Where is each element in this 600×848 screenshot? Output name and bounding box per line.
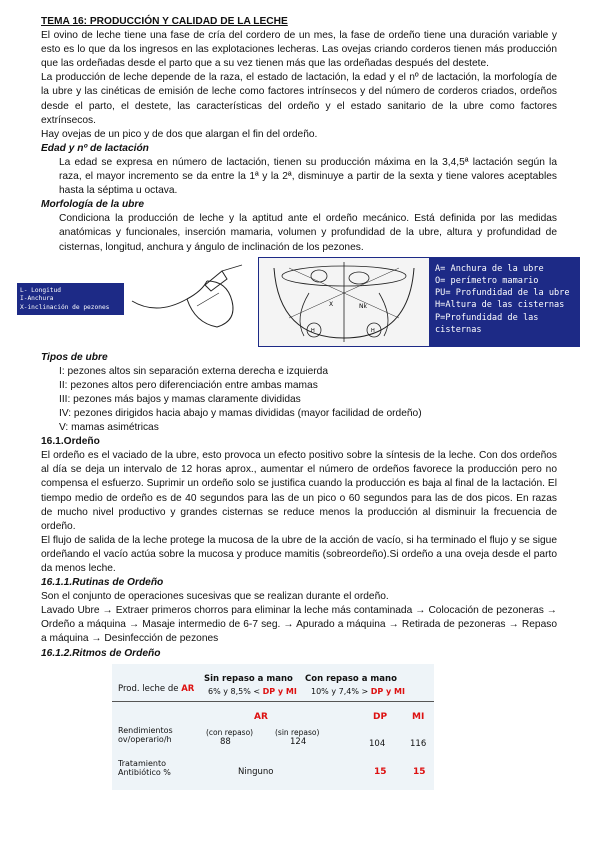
col-mi: MI — [412, 711, 425, 722]
diagram-label: H — [311, 327, 315, 334]
legend-line: L- Longitud — [20, 286, 61, 294]
ar-con-value: 88 — [220, 736, 231, 747]
document-page — [20, 15, 570, 790]
legend-line: O= perímetro mamario — [435, 275, 539, 286]
intro-paragraph-3: Hay ovejas de un pico y de dos que alargan el fin del ordeño. — [41, 128, 318, 140]
intro-paragraph-2: La producción de leche depende de la raza, el estado de lactación, la edad y el nº de lactación, la morfología de la ubre y las cinéticas de emisión de leche como factores intrínsecos y del número de corderos criados, ordeños desde el parto, el destete, las características del ordeño y el estado sanitario de la ubre como factores extrínsecos. — [41, 72, 557, 126]
teat-diagram — [127, 261, 257, 333]
list-item: IV: pezones dirigidos hacia abajo y mamas divididas (mayor facilidad de ordeño) — [59, 407, 422, 419]
row2-label: Tratamiento — [118, 758, 166, 768]
dp-mi-2: DP y MI — [370, 686, 405, 696]
ordeno-paragraph-2: El flujo de salida de la leche protege la mucosa de la ubre de la acción de vacío, si ha terminado el flujo y se sigue ordeñando el vacío actúa sobre la mucosa y produce mamitis (sobreordeño).Si ordeño a una oveja desde el parto da menos leche. — [41, 534, 557, 574]
mi-trat: 15 — [413, 766, 426, 777]
ar-trat: Ninguno — [238, 766, 274, 777]
udder-diagram — [258, 257, 430, 347]
con-repaso-note: (con repaso) — [206, 727, 254, 737]
legend-line: X-inclinación de pezones — [20, 303, 110, 311]
ritmos-heading: 16.1.2.Ritmos de Ordeño — [41, 647, 161, 659]
prod-label: Prod. leche de — [118, 683, 179, 694]
right-legend — [430, 257, 580, 347]
list-item: V: mamas asimétricas — [59, 422, 159, 434]
con-repaso-val: 10% y 7,4% > — [311, 686, 369, 696]
legend-line: I-Anchura — [20, 295, 54, 303]
diagram-label: Nk — [359, 302, 367, 310]
edad-text: La edad se expresa en número de lactación, tienen su producción máxima en la 3,4,5ª lactación según la raza, el mayor incremento se da entre la 1ª y la 2ª, disminuye a partir de la sexta y tiene valores aceptables hasta la séptima u octava. — [59, 156, 557, 197]
row2-label: Antibiótico % — [118, 767, 171, 777]
morfologia-heading: Morfología de la ubre — [41, 199, 145, 211]
ritmos-table — [112, 664, 434, 790]
ordeno-paragraph-1: El ordeño es el vaciado de la ubre, esto provoca un efecto positivo sobre la síntesis de la leche. Con dos ordeños al día se deja un intervalo de 12 horas aprox., aumentar el número de ordeños favorece la producción pero no compensa el esfuerzo. Suprimir un ordeño solo se justifica cuando la producción es baja al final de la lactación. El tiempo medio de ordeño es de 40 segundos para las de un pico o 60 segundos para las de dos picos. En razas de mucho nivel productivo y grandes cisternas se reduce menos la producción al disminuir la frecuencia de ordeño. — [41, 450, 557, 532]
mi-value: 116 — [410, 738, 427, 749]
prod-ar: AR — [181, 683, 195, 694]
edad-heading: Edad y nº de lactación — [41, 142, 149, 154]
legend-line: A= Anchura de la ubre — [435, 263, 544, 274]
dp-value: 104 — [369, 738, 386, 749]
rutinas-text-1: Son el conjunto de operaciones sucesivas que se realizan durante el ordeño. — [41, 591, 389, 603]
dp-mi-1: DP y MI — [262, 686, 297, 696]
rutinas-text-2: Lavado Ubre → Extraer primeros chorros para eliminar la leche más contaminada → Colocación de pezoneras → Ordeño a máquina → Masaje intermedio de 6-7 seg. → Apurado a máquina → Retirada de pezoneras → Repaso a máquina → Desinfección de pezones — [41, 605, 557, 645]
list-item: III: pezones más bajos y mamas claramente divididas — [59, 393, 301, 405]
dp-trat: 15 — [374, 766, 387, 777]
legend-line: P=Profundidad de las cisternas — [435, 312, 539, 336]
row1-label: Rendimientos — [118, 725, 173, 735]
col-dp: DP — [373, 711, 388, 722]
list-item: II: pezones altos pero diferenciación entre ambas mamas — [59, 379, 318, 391]
diagram-label: X — [329, 300, 334, 308]
page-title: TEMA 16: PRODUCCIÓN Y CALIDAD DE LA LECHE — [41, 16, 288, 27]
tipos-section — [41, 351, 557, 436]
ar-sin-value: 124 — [290, 736, 307, 747]
tipos-heading: Tipos de ubre — [41, 351, 108, 363]
table-divider — [112, 701, 434, 702]
rutinas-heading: 16.1.1.Rutinas de Ordeño — [41, 577, 164, 589]
legend-line: PU= Profundidad de la ubre — [435, 288, 570, 299]
morfologia-text: Condiciona la producción de leche y la aptitud ante el ordeño mecánico. Está definida por las medidas anatómicas y funcionales, inserción mamaria, volumen y profundidad de la ubre, altura y profundidad de cisternas, longitud, anchura y ángulo de inclinación de los pezones. — [59, 213, 557, 253]
legend-line: H=Altura de las cisternas — [435, 300, 565, 311]
sin-repaso-head: Sin repaso a mano — [204, 673, 293, 684]
ordeno-heading: 16.1.Ordeño — [41, 436, 100, 448]
udder-figure — [17, 257, 577, 347]
diagram-label: H — [371, 327, 375, 334]
row1-label: ov/operario/h — [118, 734, 172, 744]
sin-repaso-val: 6% y 8,5% < — [208, 686, 261, 696]
con-repaso-head: Con repaso a mano — [305, 673, 397, 684]
intro-paragraph-1: El ovino de leche tiene una fase de cría del cordero de un mes, la fase de ordeño tiene una duración variable y esto es lo que da los ingresos en las explotaciones lecheras. Las ovejas criando corderos tienen más producción que las ordeñadas desde el parto que a su vez tienen más que las ordeñadas después del destete. — [41, 30, 557, 70]
list-item: I: pezones altos sin separación externa derecha e izquierda — [59, 365, 329, 377]
col-ar: AR — [254, 711, 268, 722]
sin-repaso-note: (sin repaso) — [275, 727, 320, 737]
left-legend — [17, 283, 124, 315]
